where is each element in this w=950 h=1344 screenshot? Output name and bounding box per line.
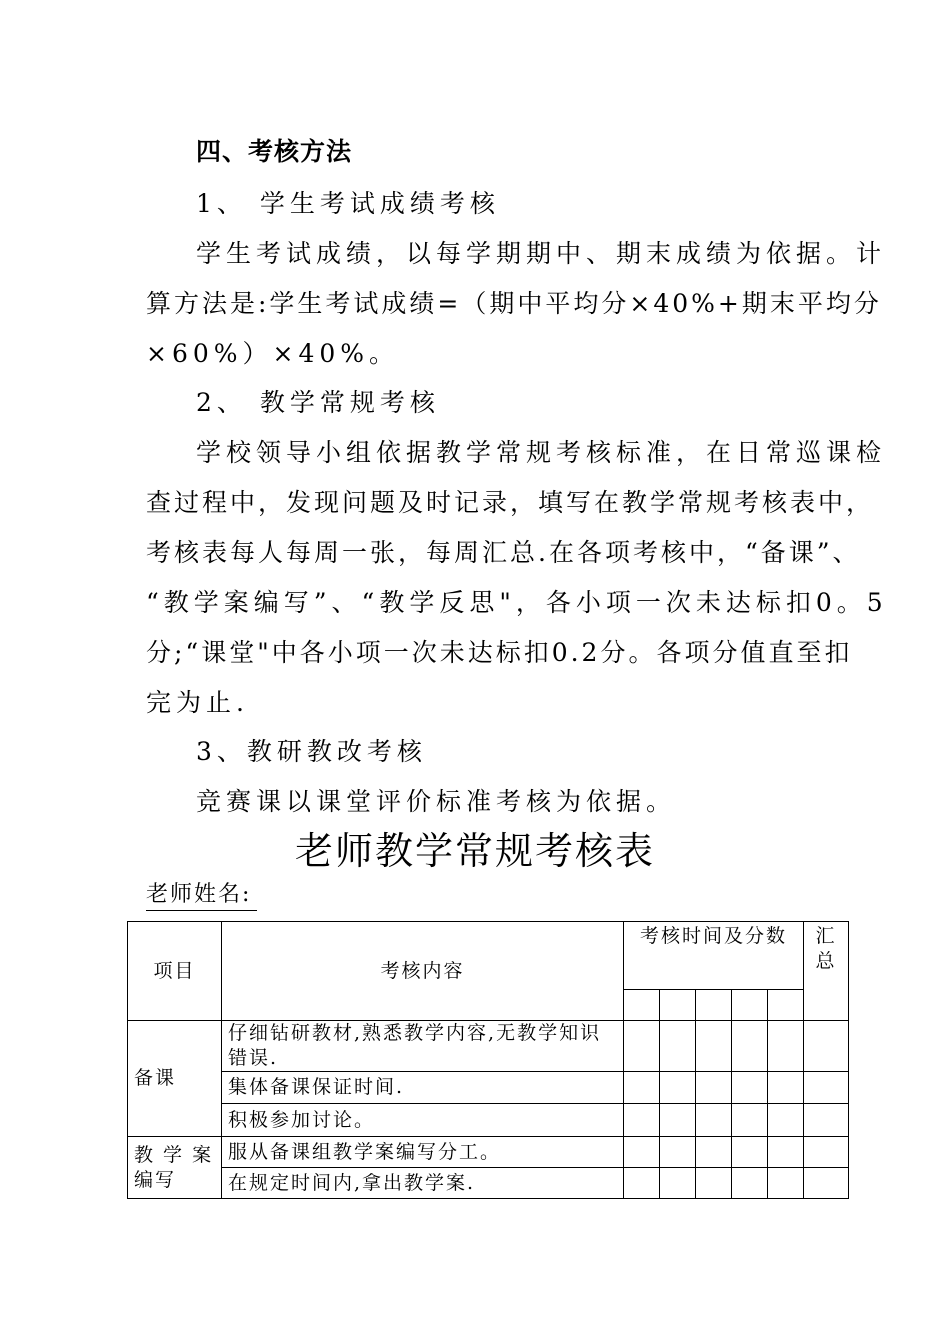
item2-line-3: 考核表每人每周一张，每周汇总.在各项考核中，“备课”、 <box>146 538 861 567</box>
score-cell[interactable] <box>624 990 660 1021</box>
group-name <box>128 1137 222 1199</box>
score-cell[interactable] <box>696 1137 732 1168</box>
table-row <box>128 1072 849 1104</box>
header-summary <box>804 922 849 1021</box>
item3-title: 3、教研教改考核 <box>196 737 427 766</box>
criteria-text: 服从备课组教学案编写分工。 <box>222 1137 624 1168</box>
score-cell[interactable] <box>624 1072 660 1104</box>
score-cell[interactable] <box>732 1021 768 1072</box>
assessment-table <box>127 921 849 1199</box>
score-cell[interactable] <box>768 1168 804 1199</box>
header-content: 考核内容 <box>222 922 624 1021</box>
form-title: 老师教学常规考核表 <box>294 829 655 873</box>
item1-title: 1、 学生考试成绩考核 <box>196 189 500 218</box>
score-cell[interactable] <box>732 1137 768 1168</box>
score-cell[interactable] <box>732 1104 768 1137</box>
table-row <box>128 1104 849 1137</box>
group-name-line-1: 教 学 案 <box>134 1143 214 1166</box>
score-cell[interactable] <box>732 1168 768 1199</box>
criteria-text: 在规定时间内,拿出教学案. <box>222 1168 624 1199</box>
summary-cell[interactable] <box>804 1168 849 1199</box>
table-row <box>128 1137 849 1168</box>
score-cell[interactable] <box>660 1104 696 1137</box>
score-cell[interactable] <box>768 1104 804 1137</box>
criteria-text: 积极参加讨论。 <box>222 1104 624 1137</box>
score-cell[interactable] <box>732 1072 768 1104</box>
summary-cell[interactable] <box>804 1072 849 1104</box>
score-cell[interactable] <box>768 1072 804 1104</box>
item1-line-1: 学生考试成绩，以每学期期中、期末成绩为依据。计 <box>196 239 887 268</box>
table-row <box>128 1021 849 1072</box>
item2-line-4: “教学案编写”、“教学反思"，各小项一次未达标扣0。5 <box>146 588 888 617</box>
score-cell[interactable] <box>696 1104 732 1137</box>
score-cell[interactable] <box>696 1021 732 1072</box>
group-name-line-2: 编写 <box>134 1168 177 1191</box>
section-heading: 四、考核方法 <box>196 137 353 166</box>
score-cell[interactable] <box>624 1137 660 1168</box>
header-time-score: 考核时间及分数 <box>624 922 804 990</box>
score-cell[interactable] <box>696 1168 732 1199</box>
score-cell[interactable] <box>768 990 804 1021</box>
score-cell[interactable] <box>660 1168 696 1199</box>
score-cell[interactable] <box>768 1137 804 1168</box>
score-cell[interactable] <box>696 1072 732 1104</box>
summary-cell[interactable] <box>804 1104 849 1137</box>
item2-line-5: 分;“课堂"中各小项一次未达标扣0.2分。各项分值直至扣 <box>146 638 853 667</box>
item1-line-3: ×60%）×40%。 <box>146 339 400 368</box>
score-cell[interactable] <box>624 1168 660 1199</box>
score-cell[interactable] <box>660 1021 696 1072</box>
summary-cell[interactable] <box>804 1137 849 1168</box>
group-name: 备课 <box>128 1021 222 1137</box>
header-item: 项目 <box>128 922 222 1021</box>
score-cell[interactable] <box>624 1104 660 1137</box>
score-cell[interactable] <box>624 1021 660 1072</box>
criteria-text: 集体备课保证时间. <box>222 1072 624 1104</box>
item2-line-1: 学校领导小组依据教学常规考核标准，在日常巡课检 <box>196 438 887 467</box>
item2-line-2: 查过程中，发现问题及时记录，填写在教学常规考核表中， <box>146 488 875 517</box>
header-summary-line-2: 总 <box>815 950 837 972</box>
score-cell[interactable] <box>660 1072 696 1104</box>
item2-line-6: 完为止. <box>146 688 249 717</box>
score-cell[interactable] <box>768 1021 804 1072</box>
summary-cell[interactable] <box>804 1021 849 1072</box>
score-cell[interactable] <box>660 990 696 1021</box>
item1-line-2: 算方法是:学生考试成绩=（期中平均分×40%+期末平均分 <box>146 289 882 318</box>
score-cell[interactable] <box>732 990 768 1021</box>
teacher-name-label: 老师姓名: <box>146 880 257 911</box>
criteria-text: 仔细钻研教材,熟悉教学内容,无教学知识错误. <box>222 1021 624 1072</box>
score-cell[interactable] <box>660 1137 696 1168</box>
header-summary-line-1: 汇 <box>815 925 837 947</box>
score-cell[interactable] <box>696 990 732 1021</box>
table-row <box>128 1168 849 1199</box>
item2-title: 2、 教学常规考核 <box>196 388 440 417</box>
item3-line-1: 竞赛课以课堂评价标准考核为依据。 <box>196 787 677 816</box>
